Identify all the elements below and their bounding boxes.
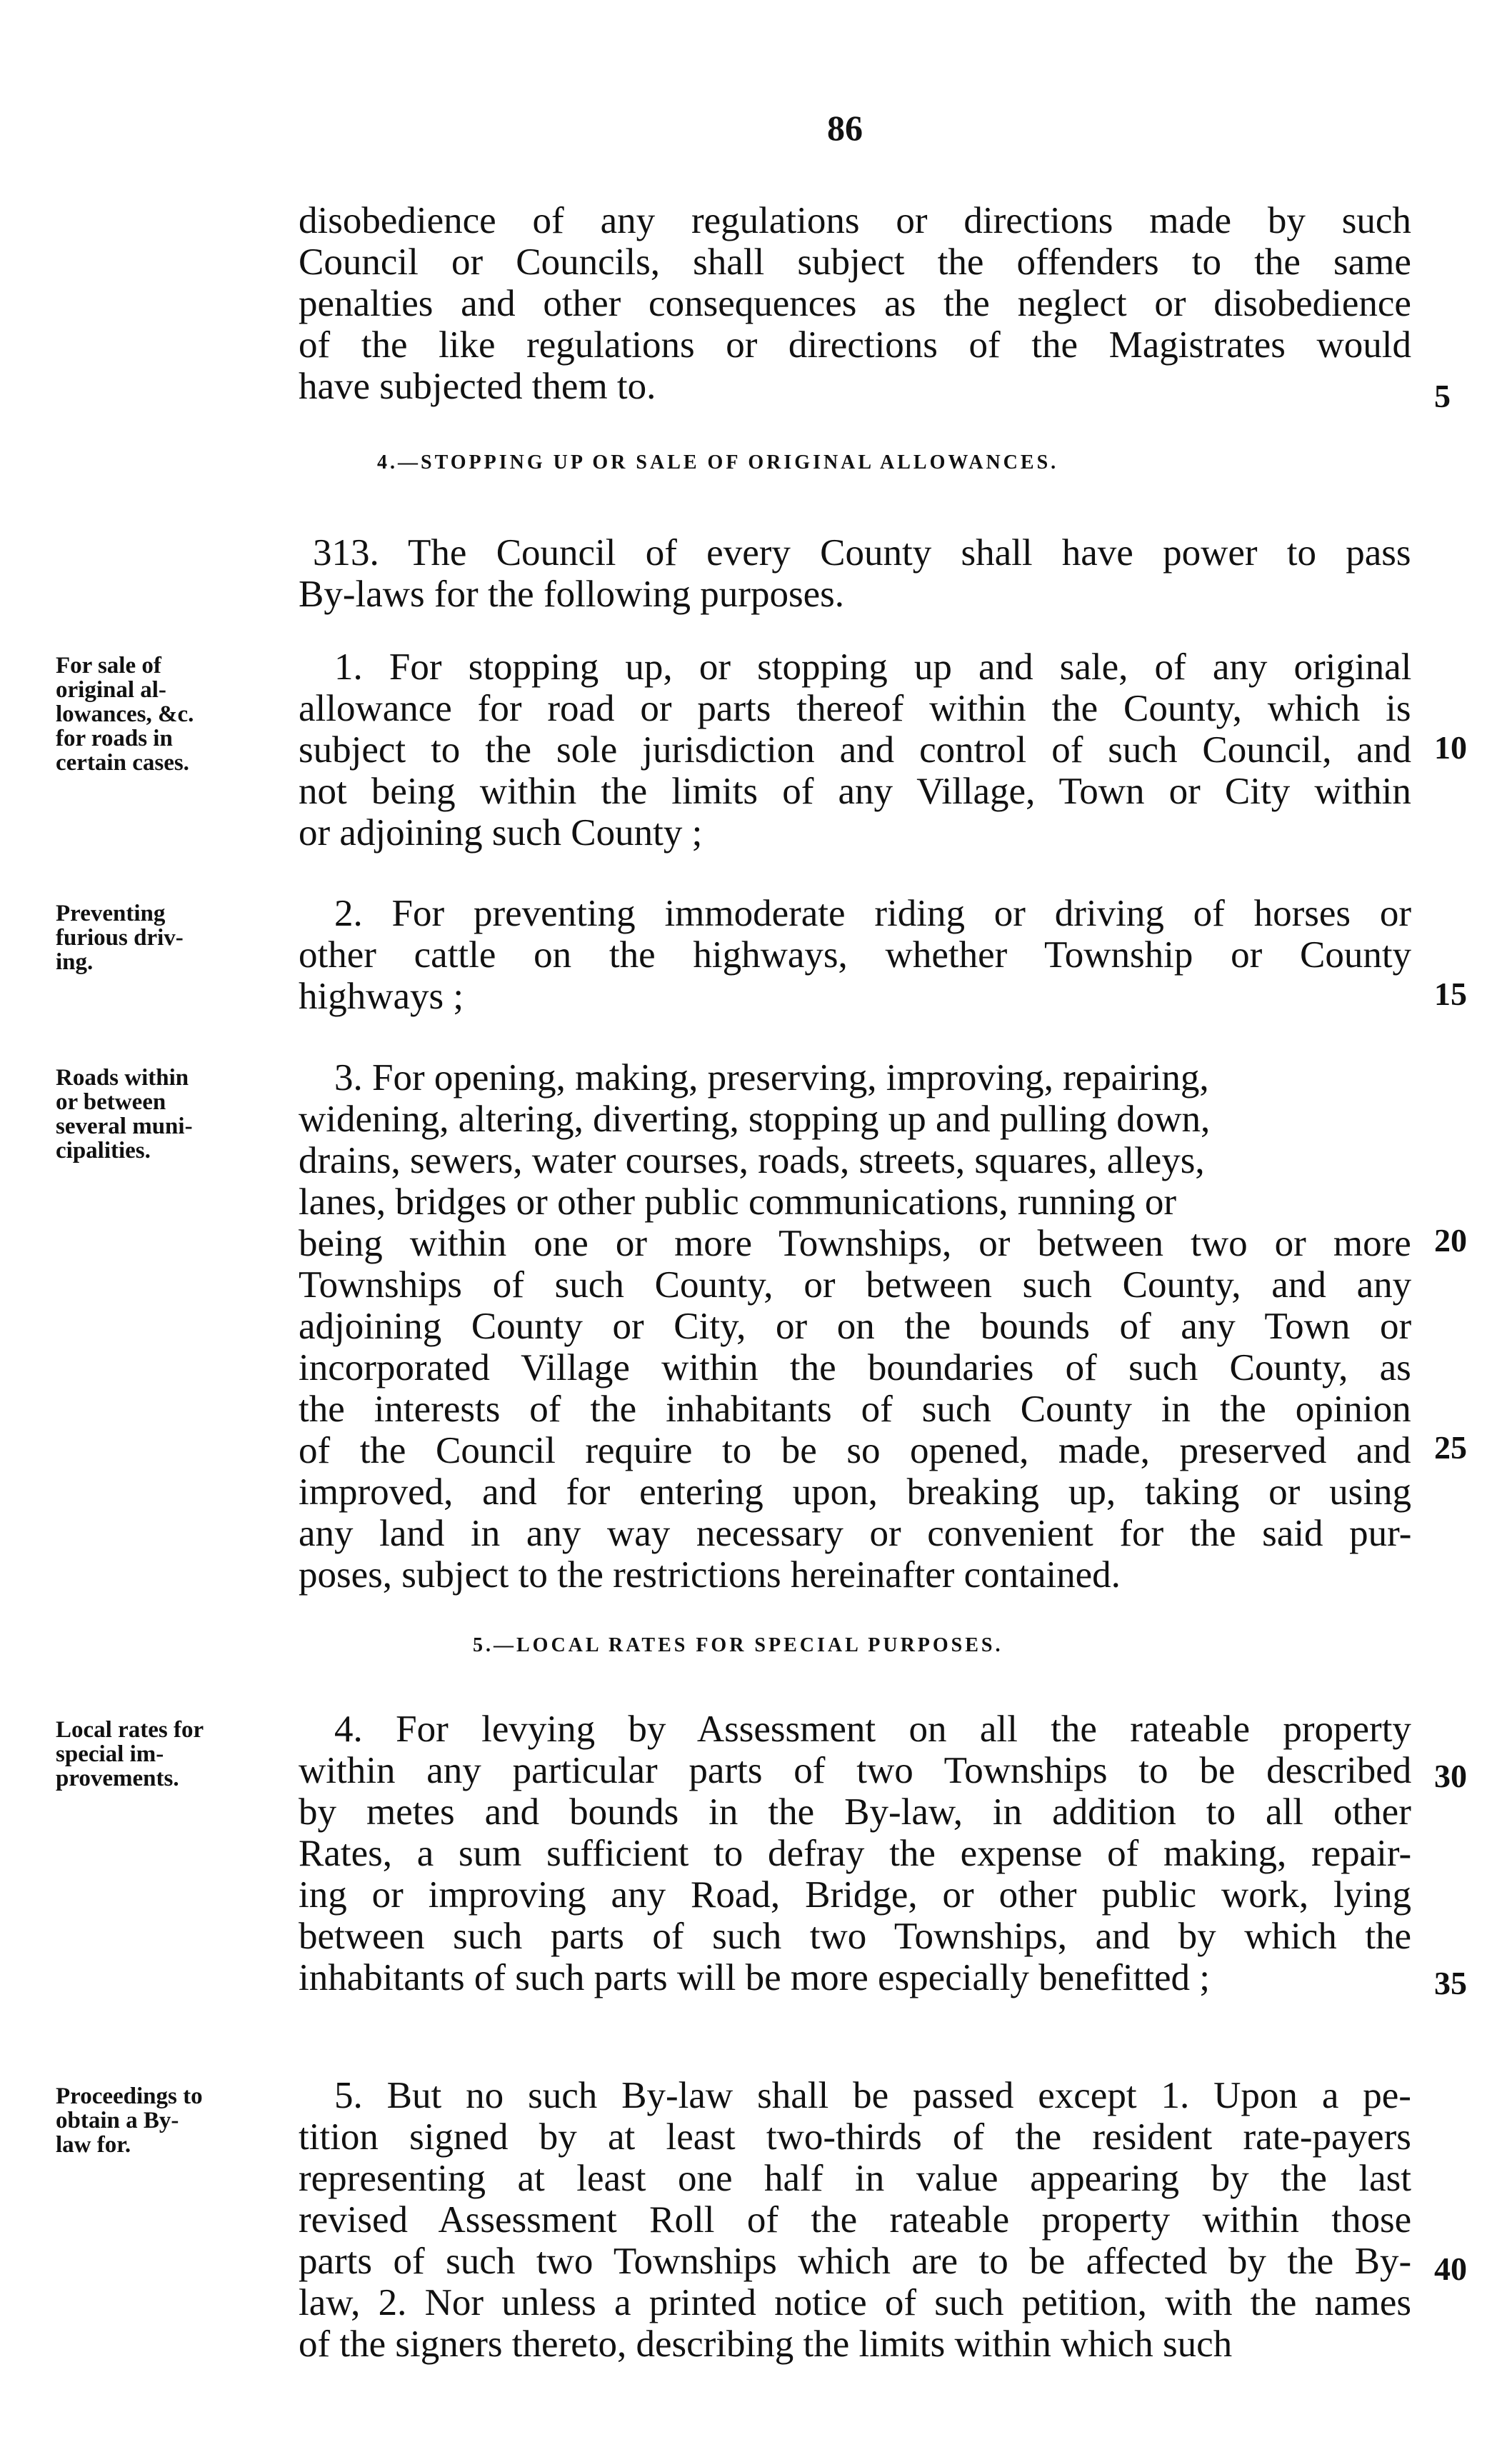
text-line: widening, altering, diverting, stopping up and pulling down, xyxy=(299,1099,1211,1140)
item-4 xyxy=(299,1708,1411,1998)
note-line: cipalities. xyxy=(56,1138,151,1164)
text-line: 1. For stopping up, or stopping up and sale, of any original xyxy=(334,646,1412,688)
margin-note-roads-within xyxy=(56,1066,291,1163)
note-line: law for. xyxy=(56,2132,131,2158)
note-line: several muni- xyxy=(56,1114,193,1139)
text-line: representing at least one half in value appearing by the last xyxy=(299,2158,1412,2199)
margin-note-local-rates xyxy=(56,1718,291,1791)
text-line: not being within the limits of any Village, Town or City within xyxy=(299,771,1411,812)
text-line: the interests of the inhabitants of such County in the opinion xyxy=(299,1388,1411,1430)
text-line: allowance for road or parts thereof within the County, which is xyxy=(299,688,1411,729)
text-line: revised Assessment Roll of the rateable property within those xyxy=(299,2199,1412,2241)
note-line: original al- xyxy=(56,677,166,703)
text-line: 3. For opening, making, preserving, improving, repairing, xyxy=(334,1057,1209,1099)
note-line: ing. xyxy=(56,949,94,975)
note-line: certain cases. xyxy=(56,750,189,776)
text-line: by metes and bounds in the By-law, in addition to all other xyxy=(299,1791,1411,1833)
text-line: other cattle on the highways, whether Township or County xyxy=(299,934,1412,976)
text-line: subject to the sole jurisdiction and control of such Council, and xyxy=(299,729,1411,771)
text-line: within any particular parts of two Townships to be described xyxy=(299,1750,1412,1791)
text-line: 313. The Council of every County shall have power to pass xyxy=(313,532,1411,574)
text-line: disobedience of any regulations or directions made by such xyxy=(299,200,1411,241)
note-line: lowances, &c. xyxy=(56,701,194,727)
line-number: 20 xyxy=(1434,1222,1467,1258)
text-line: 5. But no such By-law shall be passed except 1. Upon a pe- xyxy=(334,2075,1411,2116)
text-line: adjoining County or City, or on the bounds of any Town or xyxy=(299,1306,1412,1347)
text-line: any land in any way necessary or convenient for the said pur- xyxy=(299,1513,1412,1554)
text-line: 4. For levying by Assessment on all the rateable property xyxy=(334,1708,1411,1750)
page-number: 86 xyxy=(827,108,863,148)
text-line: highways ; xyxy=(299,976,464,1017)
text-line: Council or Councils, shall subject the offenders to the same xyxy=(299,241,1411,283)
line-number: 35 xyxy=(1434,1965,1467,2001)
text-line: have subjected them to. xyxy=(299,366,656,407)
note-line: obtain a By- xyxy=(56,2108,179,2133)
note-line: Local rates for xyxy=(56,1717,204,1743)
paragraph-intro xyxy=(299,200,1411,407)
text-line: By-laws for the following purposes. xyxy=(299,574,844,615)
text-line: inhabitants of such parts will be more especially benefitted ; xyxy=(299,1957,1211,1998)
margin-note-furious-driving xyxy=(56,901,291,974)
section-heading-5: 5.—LOCAL RATES FOR SPECIAL PURPOSES. xyxy=(473,1634,1003,1656)
text-line: Townships of such County, or between such County, and any xyxy=(299,1264,1412,1306)
margin-note-sale xyxy=(56,654,291,775)
text-line: improved, and for entering upon, breaking up, taking or using xyxy=(299,1471,1411,1513)
note-line: provements. xyxy=(56,1766,179,1791)
text-line: being within one or more Townships, or between two or more xyxy=(299,1223,1411,1264)
line-number: 40 xyxy=(1434,2251,1467,2287)
line-number: 30 xyxy=(1434,1758,1467,1794)
note-line: Proceedings to xyxy=(56,2083,203,2109)
item-3 xyxy=(299,1057,1411,1596)
text-line: law, 2. Nor unless a printed notice of such petition, with the names xyxy=(299,2282,1411,2323)
line-number: 25 xyxy=(1434,1429,1467,1466)
text-line: of the like regulations or directions of the Magistrates would xyxy=(299,324,1411,366)
text-line: between such parts of such two Townships, and by which the xyxy=(299,1916,1412,1957)
section-313 xyxy=(299,532,1411,615)
text-line: Rates, a sum sufficient to defray the expense of making, repair- xyxy=(299,1833,1412,1874)
text-line: or adjoining such County ; xyxy=(299,812,703,854)
text-line: ing or improving any Road, Bridge, or other public work, lying xyxy=(299,1874,1411,1916)
note-line: For sale of xyxy=(56,653,161,679)
text-line: 2. For preventing immoderate riding or driving of horses or xyxy=(334,893,1411,934)
section-heading-4: 4.—STOPPING UP OR SALE OF ORIGINAL ALLOWANCES. xyxy=(377,451,1059,474)
text-line: drains, sewers, water courses, roads, streets, squares, alleys, xyxy=(299,1140,1205,1181)
text-line: incorporated Village within the boundaries of such County, as xyxy=(299,1347,1411,1388)
text-line: of the Council require to be so opened, made, preserved and xyxy=(299,1430,1411,1471)
note-line: Roads within xyxy=(56,1065,189,1091)
note-line: Preventing xyxy=(56,901,166,926)
note-line: special im- xyxy=(56,1741,164,1767)
text-line: of the signers thereto, describing the limits within which such xyxy=(299,2323,1233,2365)
line-number: 15 xyxy=(1434,976,1467,1012)
note-line: furious driv- xyxy=(56,925,184,951)
text-line: tition signed by at least two-thirds of the resident rate-payers xyxy=(299,2116,1411,2158)
line-number: 10 xyxy=(1434,729,1467,766)
item-1 xyxy=(299,646,1411,854)
margin-note-proceedings xyxy=(56,2084,291,2157)
item-2 xyxy=(299,893,1411,1017)
text-line: parts of such two Townships which are to be affected by the By- xyxy=(299,2241,1412,2282)
text-line: penalties and other consequences as the neglect or disobedience xyxy=(299,283,1411,324)
item-5 xyxy=(299,2075,1411,2365)
note-line: or between xyxy=(56,1089,166,1115)
text-line: lanes, bridges or other public communications, running or xyxy=(299,1181,1177,1223)
line-number: 5 xyxy=(1434,378,1451,414)
text-line: poses, subject to the restrictions hereinafter contained. xyxy=(299,1554,1121,1596)
note-line: for roads in xyxy=(56,726,173,751)
